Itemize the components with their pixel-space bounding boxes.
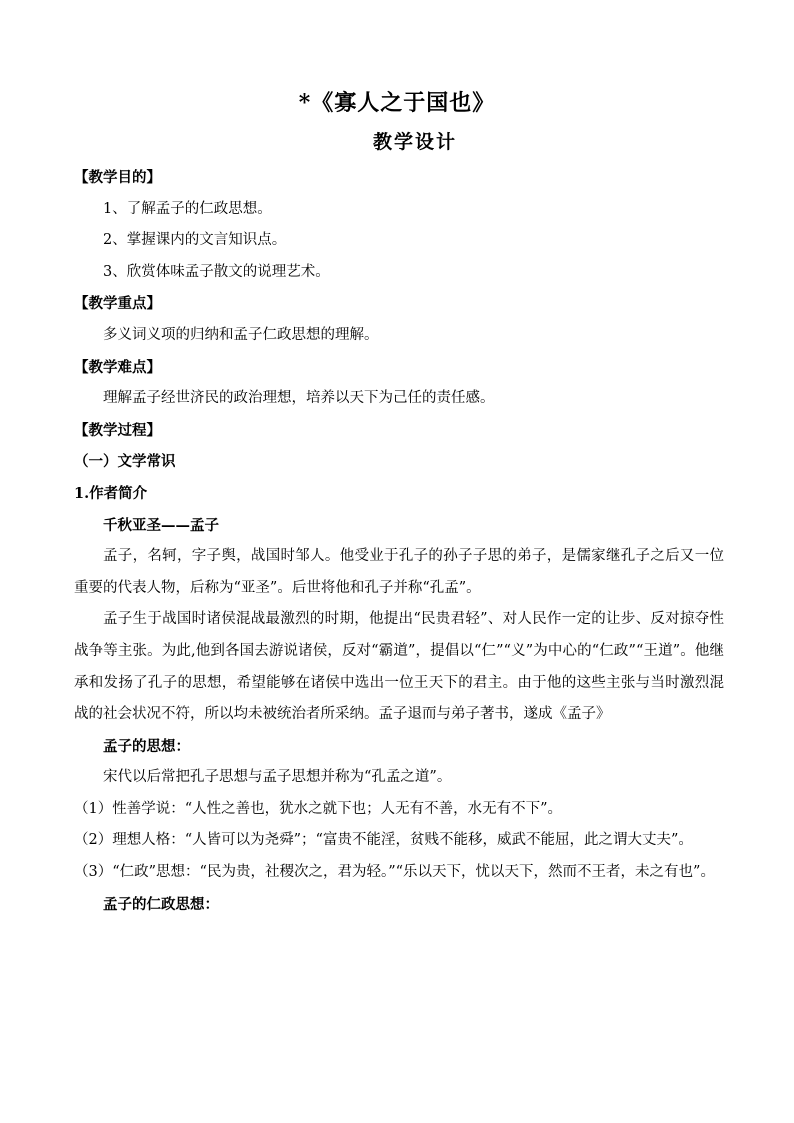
key-text: 多义词义项的归纳和孟子仁政思想的理解。 — [103, 326, 379, 343]
part-heading: （一）文学常识 — [74, 453, 176, 471]
author-paragraph: 孟子，名轲，字子舆，战国时邹人。他受业于孔子的孙子子思的弟子，是儒家继孔子之后又一位重要的代表人物，后称为“亚圣”。后世将他和孔子并称“孔孟”。 — [74, 548, 724, 596]
thought-item: （2）理想人格：“人皆可以为尧舜”；“富贵不能淫，贫贱不能移，威武不能屈，此之谓大丈夫”。 — [74, 832, 693, 849]
thought-item: （1）性善学说：“人性之善也，犹水之就下也；人无有不善，水无有不下”。 — [74, 800, 563, 817]
document-body — [74, 162, 724, 920]
thought-item: （3）“仁政”思想：“民为贵，社稷次之，君为轻。”“乐以天下，忧以天下，然而不王者，未之有也”。 — [74, 864, 715, 881]
goals-heading: 【教学目的】 — [74, 169, 161, 186]
difficulty-heading: 【教学难点】 — [74, 358, 161, 376]
goal-item: 3、欣赏体味孟子散文的说理艺术。 — [103, 263, 330, 280]
document-title: *《寡人之于国也》 — [298, 90, 496, 116]
difficulty-text: 理解孟子经世济民的政治理想，培养以天下为己任的责任感。 — [103, 390, 495, 407]
document-subtitle: 教学设计 — [372, 131, 457, 153]
renzheng-heading: 孟子的仁政思想： — [103, 895, 219, 913]
goal-item: 1、了解孟子的仁政思想。 — [103, 200, 272, 217]
author-paragraph: 孟子生于战国时诸侯混战最激烈的时期，他提出“民贵君轻”、对人民作一定的让步、反对掠夺性战争等主张。为此,他到各国去游说诸侯，反对“霸道”，提倡以“仁”“义”为中心的“仁政”“王道”。他继承和发扬了孔子的思想，希望能够在诸侯中选出一位王天下的君主。由于他的这些主张与当时激烈混战的社会状况不符，所以均未被统治者所采纳。孟子退而与弟子著书，遂成《孟子》 — [74, 611, 724, 723]
subsection-heading: 1.作者简介 — [74, 484, 148, 502]
thought-intro: 宋代以后常把孔子思想与孟子思想并称为“孔孟之道”。 — [103, 769, 452, 786]
goal-item: 2、掌握课内的文言知识点。 — [103, 232, 287, 249]
thought-heading: 孟子的思想： — [103, 737, 190, 755]
process-heading: 【教学过程】 — [74, 421, 161, 439]
key-heading: 【教学重点】 — [74, 295, 161, 313]
author-heading: 千秋亚圣——孟子 — [103, 516, 219, 534]
